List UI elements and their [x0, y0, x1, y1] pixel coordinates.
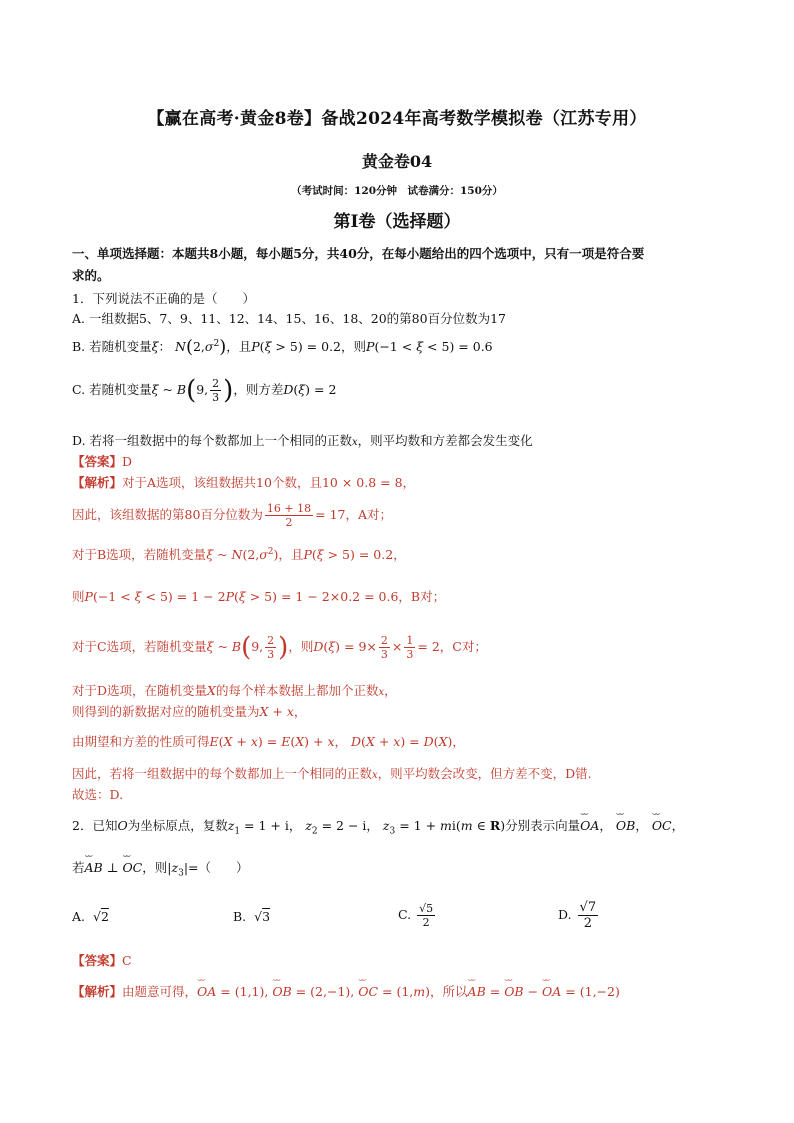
q2-option-d: D. $\frac{√7}{2}$ — [558, 900, 597, 931]
q1-analysis-9: 因此，若将一组数据中的每个数都加上一个相同的正数x，则平均数会改变，但方差不变，D错. — [72, 766, 592, 781]
section-instruction-2: 求的。 — [72, 268, 110, 283]
q1-answer: 【答案】D — [72, 454, 133, 469]
q1-analysis-2: 因此，该组数据的第80百分位数为 $\frac{16 + 18}{2}$ = 17，A对； — [72, 502, 393, 529]
q1-option-c: C. 若随机变量ξ ~ B(9, $\frac{2}{3}$ )，则方差D(ξ) = 2 — [72, 375, 337, 406]
q2-option-c: C. $\frac{√5}{2}$ — [398, 902, 434, 929]
q2-answer: 【答案】C — [72, 953, 132, 968]
q1-analysis-4: 则P(−1 < ξ < 5) = 1 − 2P(ξ > 5) = 1 − 2×0.2 = 0.6，B对； — [72, 589, 446, 604]
q1-stem: 1．下列说法不正确的是（ ） — [72, 291, 255, 306]
page-subtitle: 黄金卷04 — [361, 152, 433, 171]
exam-info: （考试时间：120分钟 试卷满分：150分） — [291, 185, 503, 197]
q1-option-c-post: ，则方差 — [233, 382, 284, 397]
q1-option-b: B. 若随机变量ξ： $N(2,\sigma^2)$，且P(ξ > 5) = 0.2，则P(−1 < ξ < 5) = 0.6 — [72, 336, 493, 358]
q2-option-b: B. √3 — [233, 909, 271, 924]
q1-option-c-pre: C. 若随机变量 — [72, 382, 152, 397]
part-title: 第I卷（选择题） — [333, 212, 461, 232]
q2-analysis: 【解析】由题意可得，⌣⌣ OA = (1,1), ⌣⌣ OB = (2,−1), ⌣⌣ OC = (1,m)，所以⌣⌣ AB = ⌣⌣ OB − ⌣⌣ OA = (1,−2) — [72, 982, 620, 1000]
q1-analysis-10: 故选：D. — [72, 787, 124, 802]
q1-analysis-7: 则得到的新数据对应的随机变量为X + x， — [72, 704, 307, 719]
q1-analysis-6: 对于D选项，在随机变量X的每个样本数据上都加个正数x， — [72, 683, 397, 698]
page-title: 【赢在高考·黄金8卷】备战2024年高考数学模拟卷（江苏专用） — [147, 109, 647, 129]
q1-option-b-pre: B. 若随机变量 — [72, 339, 152, 354]
q2-option-a: A. √2 — [72, 909, 109, 924]
q1-analysis-8: 由期望和方差的性质可得E(X + x) = E(X) + x， D(X + x) = D(X)， — [72, 734, 465, 749]
q1-option-b-mid: ，且 — [226, 339, 252, 354]
q1-option-b-post: ，则 — [341, 339, 367, 354]
q1-analysis-5: 对于C选项，若随机变量ξ ~ B(9, $\frac{2}{3}$ )，则D(ξ) = 9× $\frac{2}{3}$ × $\frac{1}{3}$ = 2，C对； — [72, 632, 487, 663]
q1-option-a: A. 一组数据5、7、9、11、12、14、15、16、18、20的第80百分位数为17 — [72, 311, 506, 326]
q2-line-2: 若⌣⌣ AB ⊥ ⌣⌣ OC，则$|z_3|=$（ ） — [72, 858, 249, 879]
q2-stem: 2．已知O为坐标原点，复数$z_1 = 1 + i$， $z_2 = 2 - i$， $z_3 = 1 + mi(m$ ∈ R)分别表示向量⌣⌣ OA， ⌣⌣ OB， ⌣⌣ OC， — [72, 816, 684, 837]
section-instruction-1: 一、单项选择题：本题共8小题，每小题5分，共40分，在每小题给出的四个选项中，只有一项是符合要 — [72, 246, 645, 261]
q1-analysis-1: 【解析】对于A选项，该组数据共10个数，且10 × 0.8 = 8， — [72, 475, 416, 490]
q1-option-d: D. 若将一组数据中的每个数都加上一个相同的正数x，则平均数和方差都会发生变化 — [72, 433, 533, 448]
q1-analysis-3: 对于B选项，若随机变量ξ ~ $N(2,\sigma^2)$，且P(ξ > 5) = 0.2， — [72, 546, 406, 562]
